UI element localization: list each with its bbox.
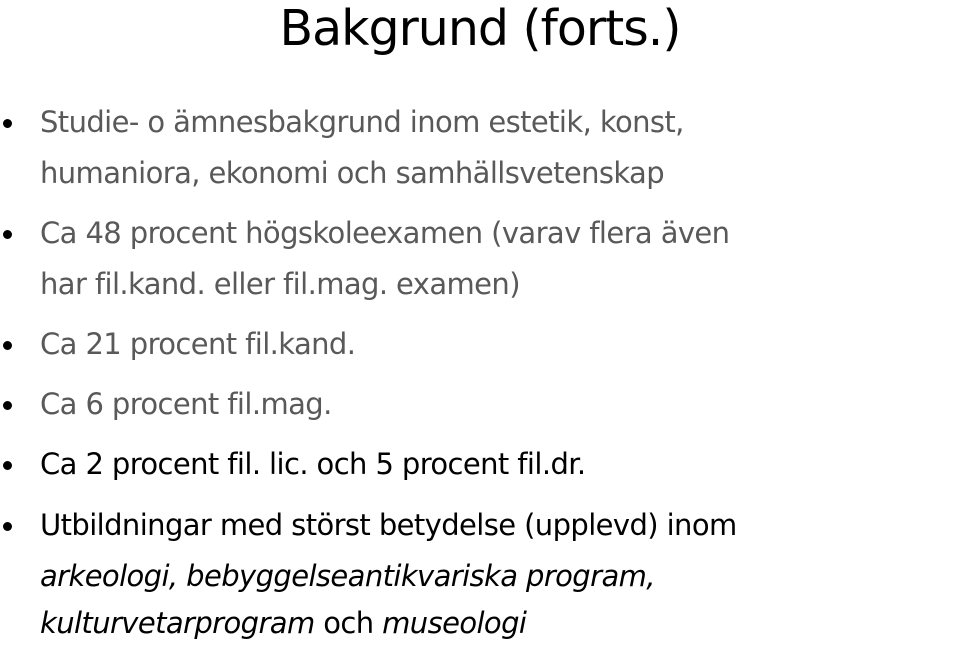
bullet-text-line: Ca 6 procent fil.mag.: [40, 387, 332, 421]
bullet-text-line: arkeologi, bebyggelseantikvariska program,: [40, 559, 655, 593]
bullet-text-line: [40, 604, 526, 642]
bullet-dot-icon: [3, 401, 12, 410]
program-name: kulturvetarprogram: [40, 606, 315, 640]
bullet-text-line: Ca 21 procent fil.kand.: [40, 327, 356, 361]
bullet-dot-icon: [3, 522, 12, 531]
bullet-dot-icon: [3, 341, 12, 350]
bullet-text-line: Studie- o ämnesbakgrund inom estetik, konst,: [40, 105, 684, 139]
bullet-text-line: Ca 48 procent högskoleexamen (varav flera även: [40, 216, 730, 250]
bullet-text-line: humaniora, ekonomi och samhällsvetenskap: [40, 156, 665, 190]
bullet-dot-icon: [3, 230, 12, 239]
bullet-text-line: har fil.kand. eller fil.mag. examen): [40, 267, 520, 301]
conjunction: och: [323, 606, 374, 640]
bullet-dot-icon: [3, 119, 12, 128]
slide-title: Bakgrund (forts.): [279, 0, 681, 57]
bullet-text-line: Ca 2 procent fil. lic. och 5 procent fil.dr.: [40, 447, 586, 481]
program-name: museologi: [382, 606, 527, 640]
bullet-text-line: Utbildningar med störst betydelse (upplevd) inom: [40, 508, 737, 542]
bullet-dot-icon: [3, 461, 12, 470]
